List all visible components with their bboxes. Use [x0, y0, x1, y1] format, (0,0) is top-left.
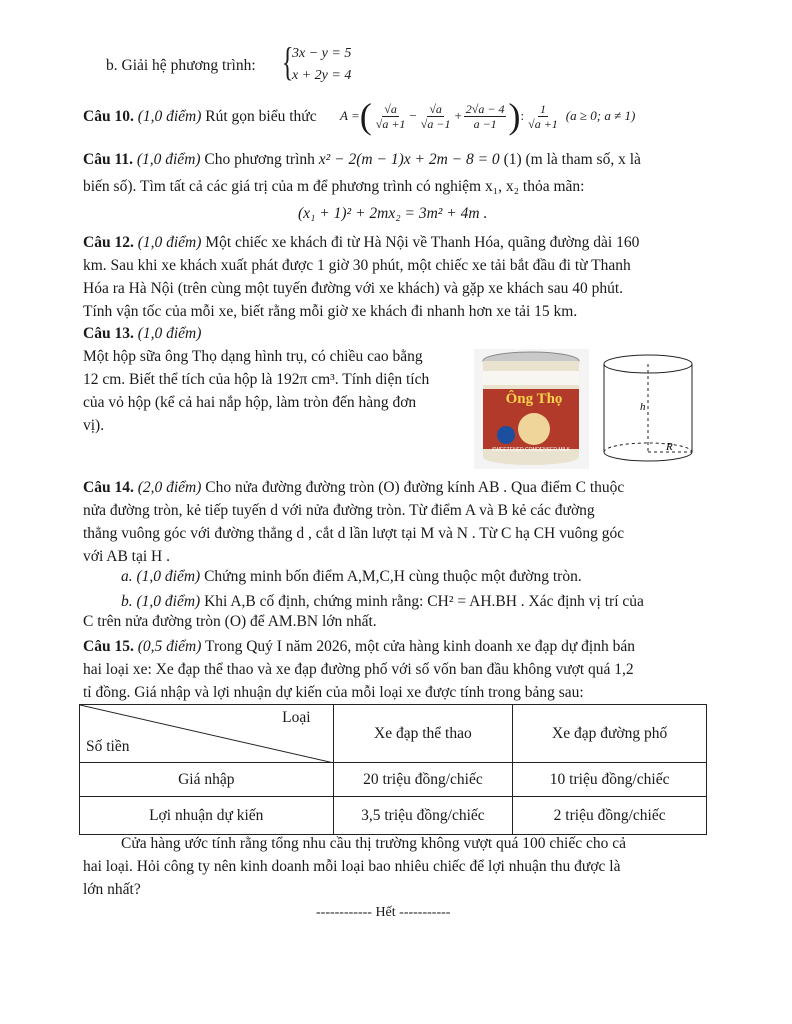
end-marker: ------------ Hết -----------: [316, 905, 451, 920]
table-cell: 20 triệu đồng/chiếc: [333, 763, 513, 797]
q14b-line2: C trên nửa đường tròn (O) để AM.BN lớn nhất.: [83, 613, 377, 630]
q13-line4: vị).: [83, 417, 105, 434]
q9b-text: b. Giải hệ phương trình:: [106, 57, 256, 74]
q12-line2: km. Sau khi xe khách xuất phát được 1 giờ 30 phút, một chiếc xe tải bắt đầu đi từ Thanh: [83, 257, 631, 274]
q11-eqnum: (1): [503, 151, 522, 168]
q10-left-paren: (: [359, 96, 372, 136]
q9b-eq2: x + 2y = 4: [292, 68, 352, 83]
q15-after1: Cửa hàng ước tính rằng tổng nhu cầu thị trường không vượt quá 100 chiếc cho cả: [121, 835, 626, 852]
q14a: a. (1,0 điểm) Chứng minh bốn điểm A,M,C,H cùng thuộc một đường tròn.: [121, 568, 582, 585]
q10-expression: A = ( $\frac{√a}{√a +1}$ − $\frac{√a}{√a -1}$ + $\frac{2√a - 4}{a -1}$ ) : $\frac{1}{√a +1}$ (a ≥ 0; a ≠ 1): [340, 96, 636, 136]
q14-line1: Câu 14. (2,0 điểm) Cho nửa đường đường tròn (O) đường kính AB . Qua điểm C thuộc: [83, 479, 625, 496]
q14-line3: thẳng vuông góc với đường thẳng d , cắt d lần lượt tại M và N . Từ C hạ CH vuông góc: [83, 525, 625, 542]
q11-line1: Câu 11. (1,0 điểm) Cho phương trình x² − 2(m − 1)x + 2m − 8 = 0 (1) (m là tham số, x là: [83, 151, 641, 168]
table-row: [80, 763, 707, 797]
table-header-cell: Xe đạp đường phố: [513, 705, 707, 763]
q10-frac-1: $\frac{√a}{√a +1}$: [375, 101, 406, 131]
q10-condition: (a ≥ 0; a ≠ 1): [565, 108, 636, 123]
q13-line2: 12 cm. Biết thể tích của hộp là 192π cm³. Tính diện tích: [83, 371, 430, 388]
q15-line2: hai loại xe: Xe đạp thể thao và xe đạp đường phố với số vốn ban đầu không vượt quá 1,2: [83, 661, 634, 678]
milk-can-image: [474, 349, 589, 469]
q12-line3: Hóa ra Hà Nội (trên cùng một tuyến đường với xe khách) và gặp xe khách sau 40 phút.: [83, 280, 624, 297]
table-header-row: [80, 705, 707, 763]
q10-heading: [83, 107, 317, 127]
corner-bottom-label: Số tiền: [86, 738, 130, 755]
q15-line1: Câu 15. (0,5 điểm) Trong Quý I năm 2026, một cửa hàng kinh doanh xe đạp dự định bán: [83, 638, 635, 655]
q11-condition: (x₁ + 1)² + 2mx₂ = 3m² + 4m .: [298, 205, 488, 222]
q10-label: Câu 10.: [83, 108, 134, 125]
table-cell: 3,5 triệu đồng/chiếc: [333, 797, 513, 835]
q13-line1: Một hộp sữa ông Thọ dạng hình trụ, có chiều cao bằng: [83, 348, 423, 365]
q15-after2: hai loại. Hỏi công ty nên kinh doanh mỗi loại bao nhiêu chiếc để lợi nhuận thu được là: [83, 858, 621, 875]
q12-line1: Câu 12. (1,0 điểm) Một chiếc xe khách đi từ Hà Nội về Thanh Hóa, quãng đường dài 160: [83, 234, 640, 251]
q10-right-paren: ): [508, 96, 521, 136]
milk-can-subtitle: SWEETENED CONDENSED MILK: [491, 447, 571, 453]
corner-top-label: Loại: [282, 709, 311, 726]
q10-text: Rút gọn biểu thức: [205, 108, 317, 125]
q10-points: (1,0 điểm): [137, 108, 202, 125]
table-corner-cell: [80, 705, 334, 763]
q10-frac-3: $\frac{2√a - 4}{a -1}$: [465, 101, 505, 131]
table-header-cell: Xe đạp thể thao: [333, 705, 513, 763]
q15-line3: tỉ đồng. Giá nhập và lợi nhuận dự kiến của mỗi loại xe được tính trong bảng sau:: [83, 684, 584, 701]
q9b-eq1: 3x − y = 5: [292, 46, 352, 61]
table-row: [80, 797, 707, 835]
q10-lhs: A =: [340, 108, 360, 123]
q15-after3: lớn nhất?: [83, 881, 141, 898]
cylinder-diagram: [600, 352, 697, 466]
table-row-label: Lợi nhuận dự kiến: [80, 797, 334, 835]
q11-equation: x² − 2(m − 1)x + 2m − 8 = 0: [318, 151, 500, 168]
q11-line2: biến số). Tìm tất cả các giá trị của m để phương trình có nghiệm x₁, x₂ thỏa mãn:: [83, 178, 585, 195]
milk-can-drawing: [474, 349, 589, 469]
q14-line4: với AB tại H .: [83, 548, 170, 565]
q12-line4: Tính vận tốc của mỗi xe, biết rằng mỗi giờ xe khách đi nhanh hơn xe tải 15 km.: [83, 303, 578, 320]
q13-heading: Câu 13. (1,0 điểm): [83, 325, 202, 342]
table-cell: 10 triệu đồng/chiếc: [513, 763, 707, 797]
milk-can-brand: Ông Thọ: [505, 391, 563, 407]
table-row-label: Giá nhập: [80, 763, 334, 797]
q14-line2: nửa đường tròn, kẻ tiếp tuyến d với nửa đường tròn. Từ điểm A và B kẻ các đường: [83, 502, 595, 519]
table-cell: 2 triệu đồng/chiếc: [513, 797, 707, 835]
cylinder-radius-label: R: [666, 441, 673, 453]
system-brace: {: [281, 39, 294, 84]
q14b-line1: b. (1,0 điểm) Khi A,B cố định, chứng minh rằng: CH² = AH.BH . Xác định vị trí của: [121, 593, 644, 610]
q10-frac-2: $\frac{√a}{√a -1}$: [420, 101, 451, 131]
q13-line3: của vỏ hộp (kể cả hai nắp hộp, làm tròn đến hàng đơn: [83, 394, 417, 411]
q10-frac-4: $\frac{1}{√a +1}$: [528, 101, 558, 131]
cylinder-height-label: h: [640, 401, 646, 413]
price-table: [79, 704, 707, 835]
